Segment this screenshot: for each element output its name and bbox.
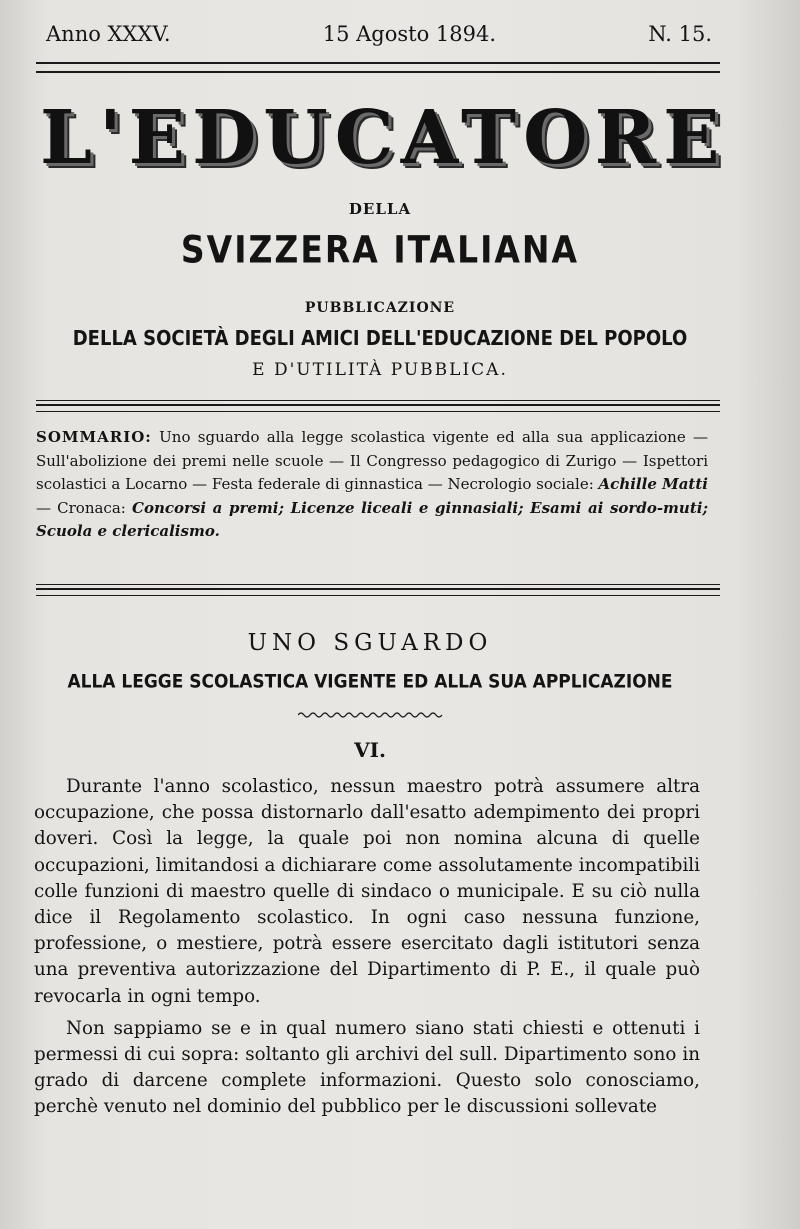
- della-label: DELLA: [348, 200, 412, 218]
- paragraph: Durante l'anno scolastico, nessun maestro potrà assumere altra occupazione, che possa distornarlo dall'esatto adempimento dei propri doveri. Così la legge, la quale poi non nomina alcuna di quelle occupazioni, limitandosi a dichiarare come assolutamente incompatibili colle funzioni di maestro quelle di sindaco o municipale. E su ciò nulla dice il Regolamento scolastico. In ogni caso nessuna funzione, professione, o mestiere, potrà essere esercitato dagli istitutori senza una preventiva autorizzazione del Dipartimento di P. E., il quale può revocarla in ogni tempo.: [34, 776, 700, 1007]
- issue-date: 15 Agosto 1894.: [322, 22, 497, 46]
- issue-number: N. 15.: [648, 22, 712, 46]
- volume-year: Anno XXXV.: [46, 22, 171, 46]
- chronicle-text: Concorsi a premi; Licenze liceali e ginnasiali; Esami ai sordo-muti; Scuola e clericalismo.: [36, 498, 708, 540]
- society-name: DELLA SOCIETÀ DEGLI AMICI DELL'EDUCAZIONE DEL POPOLO: [72, 326, 688, 351]
- article-subheading: ALLA LEGGE SCOLASTICA VIGENTE ED ALLA SUA APPLICAZIONE: [67, 670, 673, 694]
- summary-block: [36, 426, 708, 544]
- obituary-name: Achille Matti: [598, 475, 708, 493]
- summary-label: SOMMARIO:: [36, 428, 152, 446]
- top-rule: [36, 62, 720, 73]
- publication-label: PUBBLICAZIONE: [304, 300, 456, 316]
- newspaper-subtitle: SVIZZERA ITALIANA: [180, 227, 580, 272]
- article-body: [34, 774, 700, 1127]
- summary-text: Uno sguardo alla legge scolastica vigente ed alla sua applicazione — Sull'abolizione dei premi nelle scuole — Il Congresso pedagogico di Zurigo — Ispettori scolastici a Locarno — Festa federale di ginnastica — Necrologio sociale:: [36, 428, 708, 493]
- masthead-info: [46, 22, 712, 46]
- newspaper-title: L'EDUCATORE: [40, 95, 727, 181]
- article-heading: UNO SGUARDO: [247, 630, 493, 656]
- section-number: VI.: [354, 738, 386, 762]
- public-utility-line: E D'UTILITÀ PUBBLICA.: [252, 360, 508, 380]
- paragraph: Non sappiamo se e in qual numero siano stati chiesti e ottenuti i permessi di cui sopra: soltanto gli archivi del sull. Dipartimento sono in grado di darcene complete informazioni. Questo solo conosciamo, perchè venuto nel dominio del pubblico per le discussioni sollevate: [34, 1017, 700, 1118]
- chronicle-label: — Cronaca:: [36, 498, 126, 517]
- summary-rule: [36, 584, 720, 596]
- header-rule: [36, 400, 720, 412]
- wavy-divider: [298, 710, 444, 720]
